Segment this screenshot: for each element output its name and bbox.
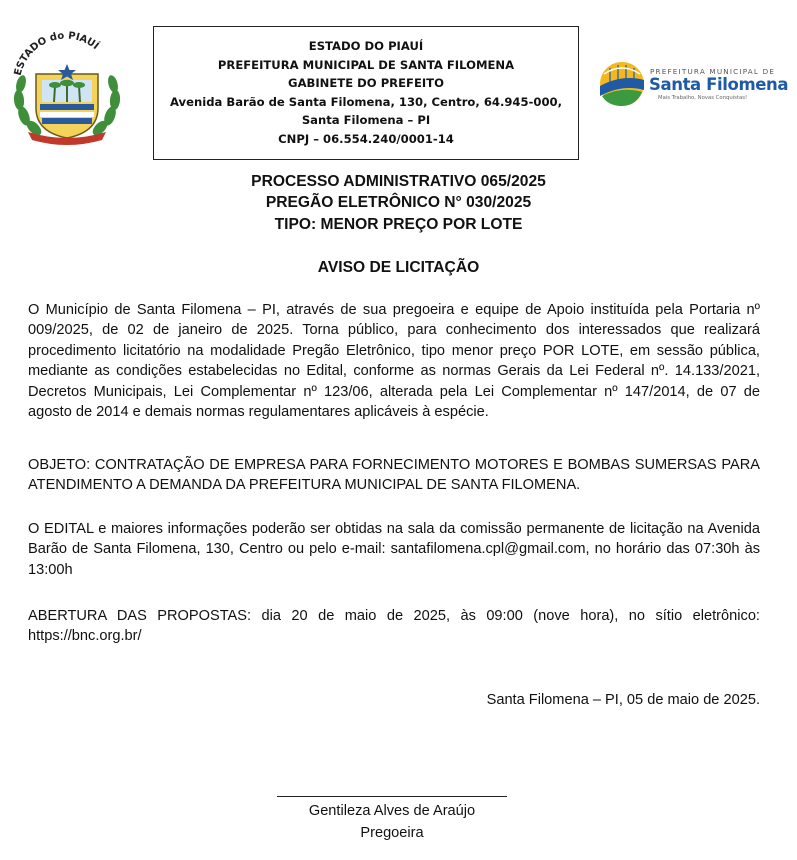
header-cnpj: CNPJ – 06.554.240/0001-14 [278, 131, 454, 146]
process-title: PROCESSO ADMINISTRATIVO 065/2025 [251, 173, 546, 190]
header-address: Avenida Barão de Santa Filomena, 130, Centro, 64.945-000, [170, 94, 562, 109]
municipal-logo [598, 60, 789, 108]
notice-title: AVISO DE LICITAÇÃO [317, 259, 480, 276]
coat-arch-text: ESTADO do PIAUÍ [12, 30, 101, 77]
header-box [153, 26, 579, 160]
header-city: Santa Filomena – PI [301, 113, 431, 128]
logo-slogan: Mais Trabalho, Novas Conquistas! [658, 95, 748, 101]
state-coat-of-arms [6, 28, 128, 146]
logo-name: Santa Filomena [649, 75, 789, 94]
svg-text:ESTADO do PIAUÍ [13, 31, 102, 77]
logo-mark-icon [598, 60, 646, 108]
pregao-title: PREGÃO ELETRÔNICO N° 030/2025 [265, 194, 532, 211]
edital-paragraph: O EDITAL e maiores informações poderão ser obtidas na sala da comissão permanente de licitação na Avenida Barão de Santa Filomena, 130, Centro ou pelo e-mail: santafilomena.cpl@gmail.com, no horário das 07:30h às 13:00h [28, 521, 760, 578]
header-gabinete: GABINETE DO PREFEITO [288, 76, 444, 91]
object-paragraph: OBJETO: CONTRATAÇÃO DE EMPRESA PARA FORNECIMENTO MOTORES E BOMBAS SUMERSAS PARA ATENDIMENTO A DEMANDA DA PREFEITURA MUNICIPAL DE SANTA FILOMENA. [28, 457, 760, 494]
opening-paragraph: ABERTURA DAS PROPOSTAS: dia 20 de maio de 2025, às 09:00 (nove hora), no sítio eletrônico: https://bnc.org.br/ [28, 608, 760, 645]
intro-paragraph: O Município de Santa Filomena – PI, através de sua pregoeira e equipe de Apoio instituída pela Portaria nº 009/2025, de 02 de janeiro de 2025. Torna público, para conhecimento dos interessados que realizará procedimento licitatório na modalidade Pregão Eletrônico, tipo menor preço POR LOTE, em sessão pública, mediante as condições estabelecidas no Edital, conforme as normas Gerais da Lei Federal nº. 14.133/2021, Decretos Municipais, Lei Complementar nº 123/06, alterada pela Lei Complementar nº 147/2014, de 07 de agosto de 2014 e demais normas regulamentares aplicáveis à espécie. [28, 302, 760, 421]
date-line: Santa Filomena – PI, 05 de maio de 2025. [486, 692, 760, 708]
tipo-title: TIPO: MENOR PREÇO POR LOTE [274, 216, 523, 233]
logo-prefix: PREFEITURA MUNICIPAL DE [650, 67, 776, 76]
header-state: ESTADO DO PIAUÍ [308, 39, 424, 53]
header-prefeitura: PREFEITURA MUNICIPAL DE SANTA FILOMENA [217, 57, 515, 72]
signatory-role: Pregoeira [360, 825, 424, 841]
signature-line [277, 796, 507, 797]
signatory-name: Gentileza Alves de Araújo [308, 803, 476, 819]
